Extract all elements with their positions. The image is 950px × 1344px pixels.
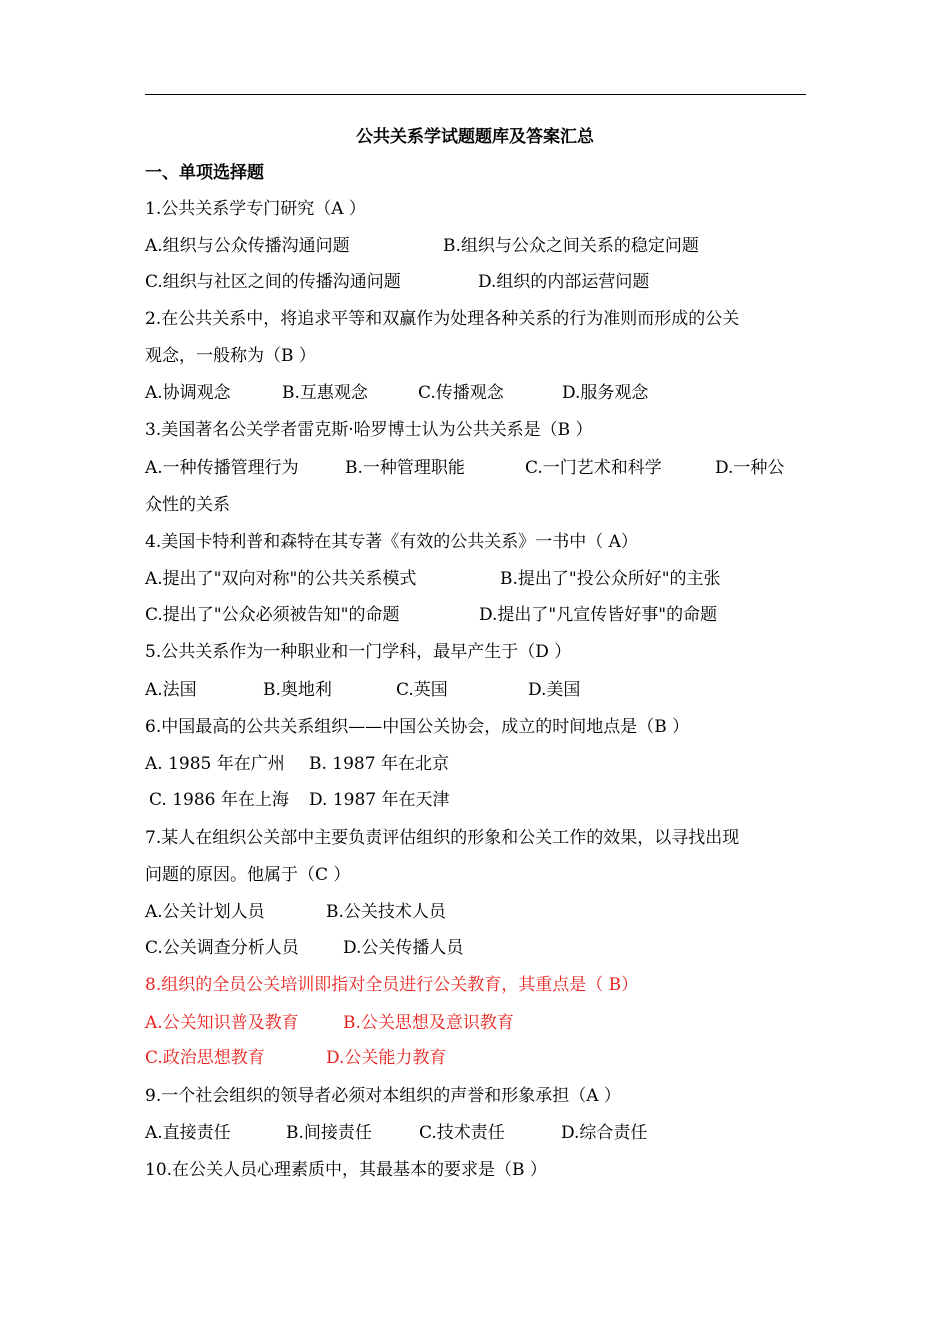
- question-5-option-d: D.美国: [528, 680, 581, 700]
- question-7-option-a: A.公关计划人员: [145, 902, 265, 922]
- question-1-stem: 1.公共关系学专门研究（A ）: [145, 199, 366, 219]
- question-3-option-c: C.一门艺术和科学: [525, 458, 662, 478]
- question-2-option-a: A.协调观念: [145, 383, 231, 403]
- document-title: 公共关系学试题题库及答案汇总: [356, 127, 594, 147]
- question-4-option-c: C.提出了"公众必须被告知"的命题: [145, 605, 400, 625]
- question-5-option-b: B.奥地利: [263, 680, 332, 700]
- question-1-option-d: D.组织的内部运营问题: [478, 272, 650, 292]
- question-4-option-b: B.提出了"投公众所好"的主张: [500, 569, 721, 589]
- question-6-stem: 6.中国最高的公共关系组织——中国公关协会，成立的时间地点是（B ）: [145, 717, 690, 737]
- question-1-option-a: A.组织与公众传播沟通问题: [145, 236, 350, 256]
- question-6-option-b: B. 1987 年在北京: [309, 754, 449, 774]
- question-5-stem: 5.公共关系作为一种职业和一门学科，最早产生于（D ）: [145, 642, 572, 662]
- question-8-option-c: C.政治思想教育: [145, 1048, 265, 1068]
- question-7-option-b: B.公关技术人员: [326, 902, 446, 922]
- question-6-option-d: D. 1987 年在天津: [309, 790, 450, 810]
- question-5-option-a: A.法国: [145, 680, 197, 700]
- section-heading: 一、单项选择题: [145, 163, 264, 183]
- question-1-option-b: B.组织与公众之间关系的稳定问题: [443, 236, 699, 256]
- question-6-option-c: C. 1986 年在上海: [149, 790, 289, 810]
- question-3-option-a: A.一种传播管理行为: [145, 458, 299, 478]
- question-7-stem-line-1: 7.某人在组织公关部中主要负责评估组织的形象和公关工作的效果，以寻找出现: [145, 828, 740, 848]
- question-8-stem: 8.组织的全员公关培训即指对全员进行公关教育，其重点是（ B）: [145, 975, 639, 995]
- question-4-option-a: A.提出了"双向对称"的公共关系模式: [145, 569, 417, 589]
- question-9-option-a: A.直接责任: [145, 1123, 231, 1143]
- question-9-option-c: C.技术责任: [419, 1123, 505, 1143]
- question-3-stem: 3.美国著名公关学者雷克斯·哈罗博士认为公共关系是（B ）: [145, 420, 593, 440]
- question-2-option-c: C.传播观念: [418, 383, 504, 403]
- question-1-option-c: C.组织与社区之间的传播沟通问题: [145, 272, 401, 292]
- question-4-option-d: D.提出了"凡宣传皆好事"的命题: [479, 605, 718, 625]
- question-7-option-c: C.公关调查分析人员: [145, 938, 299, 958]
- header-rule: [145, 94, 806, 95]
- question-2-option-b: B.互惠观念: [282, 383, 368, 403]
- question-8-option-a: A.公关知识普及教育: [145, 1013, 299, 1033]
- question-6-option-a: A. 1985 年在广州: [145, 754, 285, 774]
- question-8-option-b: B.公关思想及意识教育: [343, 1013, 514, 1033]
- question-3-option-d: D.一种公: [715, 458, 785, 478]
- question-4-stem: 4.美国卡特利普和森特在其专著《有效的公共关系》一书中（ A）: [145, 532, 638, 552]
- question-9-option-b: B.间接责任: [286, 1123, 372, 1143]
- question-7-option-d: D.公关传播人员: [343, 938, 464, 958]
- question-8-option-d: D.公关能力教育: [326, 1048, 447, 1068]
- question-2-stem-line-2: 观念，一般称为（B ）: [145, 346, 316, 366]
- question-9-option-d: D.综合责任: [561, 1123, 648, 1143]
- question-3-option-d-continued: 众性的关系: [145, 495, 230, 515]
- question-7-stem-line-2: 问题的原因。他属于（C ）: [145, 865, 351, 885]
- question-10-stem: 10.在公关人员心理素质中，其最基本的要求是（B ）: [145, 1160, 547, 1180]
- question-3-option-b: B.一种管理职能: [345, 458, 465, 478]
- question-9-stem: 9.一个社会组织的领导者必须对本组织的声誉和形象承担（A ）: [145, 1086, 621, 1106]
- question-2-option-d: D.服务观念: [562, 383, 649, 403]
- question-5-option-c: C.英国: [396, 680, 448, 700]
- question-2-stem-line-1: 2.在公共关系中，将追求平等和双赢作为处理各种关系的行为准则而形成的公关: [145, 309, 740, 329]
